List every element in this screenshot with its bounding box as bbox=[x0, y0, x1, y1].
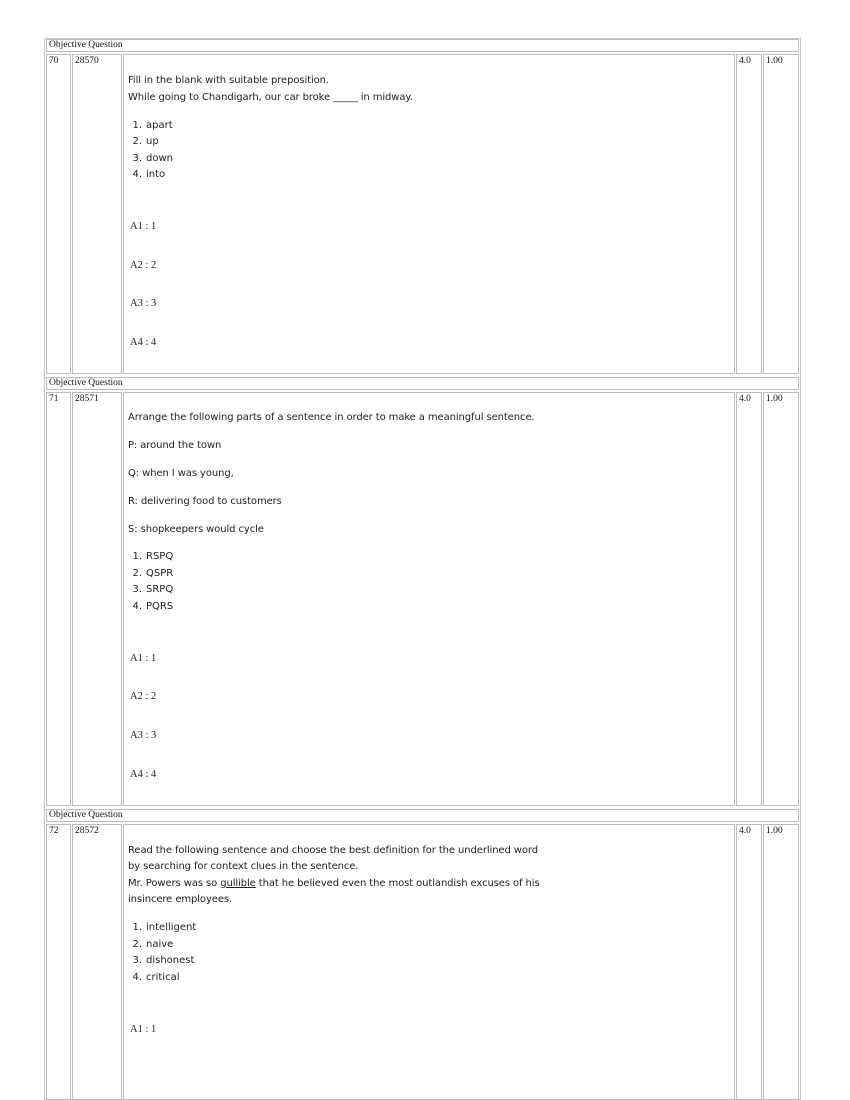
question-marks: 4.0 bbox=[736, 54, 762, 374]
option-item: 1. intelligent bbox=[132, 922, 197, 933]
question-number: 72 bbox=[46, 824, 71, 1100]
option-item: 3. dishonest bbox=[132, 955, 195, 966]
question-text-line: R: delivering food to customers bbox=[128, 496, 282, 507]
question-negative-marks: 1.00 bbox=[763, 54, 799, 374]
question-text-line: P: around the town bbox=[128, 440, 222, 451]
option-item: 3. SRPQ bbox=[132, 584, 174, 595]
question-text-line: Read the following sentence and choose the best definition for the underlined word bbox=[128, 845, 538, 856]
option-item: 1. RSPQ bbox=[132, 551, 174, 562]
section-header: Objective Question bbox=[46, 809, 799, 822]
question-negative-marks: 1.00 bbox=[763, 392, 799, 806]
answer-key: A3 : 3 bbox=[130, 298, 157, 309]
option-item: 4. critical bbox=[132, 972, 180, 983]
question-id: 28572 bbox=[72, 824, 122, 1100]
question-text-line: Mr. Powers was so gullible that he believed even the most outlandish excuses of his bbox=[128, 878, 540, 889]
answer-key: A1 : 1 bbox=[130, 1024, 157, 1035]
question-marks: 4.0 bbox=[736, 824, 762, 1100]
question-negative-marks: 1.00 bbox=[763, 824, 799, 1100]
option-item: 2. QSPR bbox=[132, 568, 174, 579]
section-header: Objective Question bbox=[46, 377, 799, 390]
option-item: 1. apart bbox=[132, 120, 173, 131]
answer-key: A1 : 1 bbox=[130, 653, 157, 664]
answer-key: A1 : 1 bbox=[130, 221, 157, 232]
section-header: Objective Question bbox=[46, 39, 799, 52]
option-item: 3. down bbox=[132, 153, 173, 164]
option-item: 2. naive bbox=[132, 939, 174, 950]
question-id: 28570 bbox=[72, 54, 122, 374]
question-id: 28571 bbox=[72, 392, 122, 806]
question-number: 71 bbox=[46, 392, 71, 806]
question-text-line: While going to Chandigarh, our car broke _____ in midway. bbox=[128, 92, 413, 103]
answer-key: A2 : 2 bbox=[130, 691, 157, 702]
question-text-line: by searching for context clues in the sentence. bbox=[128, 861, 359, 872]
question-text-line: Fill in the blank with suitable preposition. bbox=[128, 75, 329, 86]
question-text-line: insincere employees. bbox=[128, 894, 233, 905]
answer-key: A3 : 3 bbox=[130, 730, 157, 741]
option-item: 4. into bbox=[132, 169, 166, 180]
option-item: 4. PQRS bbox=[132, 601, 174, 612]
answer-key: A4 : 4 bbox=[130, 769, 157, 780]
question-text-line: Arrange the following parts of a sentence in order to make a meaningful sentence. bbox=[128, 412, 535, 423]
question-text-line: S: shopkeepers would cycle bbox=[128, 524, 264, 535]
question-text-line: Q: when I was young, bbox=[128, 468, 234, 479]
answer-key: A2 : 2 bbox=[130, 260, 157, 271]
option-item: 2. up bbox=[132, 136, 159, 147]
question-number: 70 bbox=[46, 54, 71, 374]
answer-key: A4 : 4 bbox=[130, 337, 157, 348]
question-marks: 4.0 bbox=[736, 392, 762, 806]
underlined-word: gullible bbox=[220, 878, 256, 889]
question-body bbox=[123, 392, 735, 806]
